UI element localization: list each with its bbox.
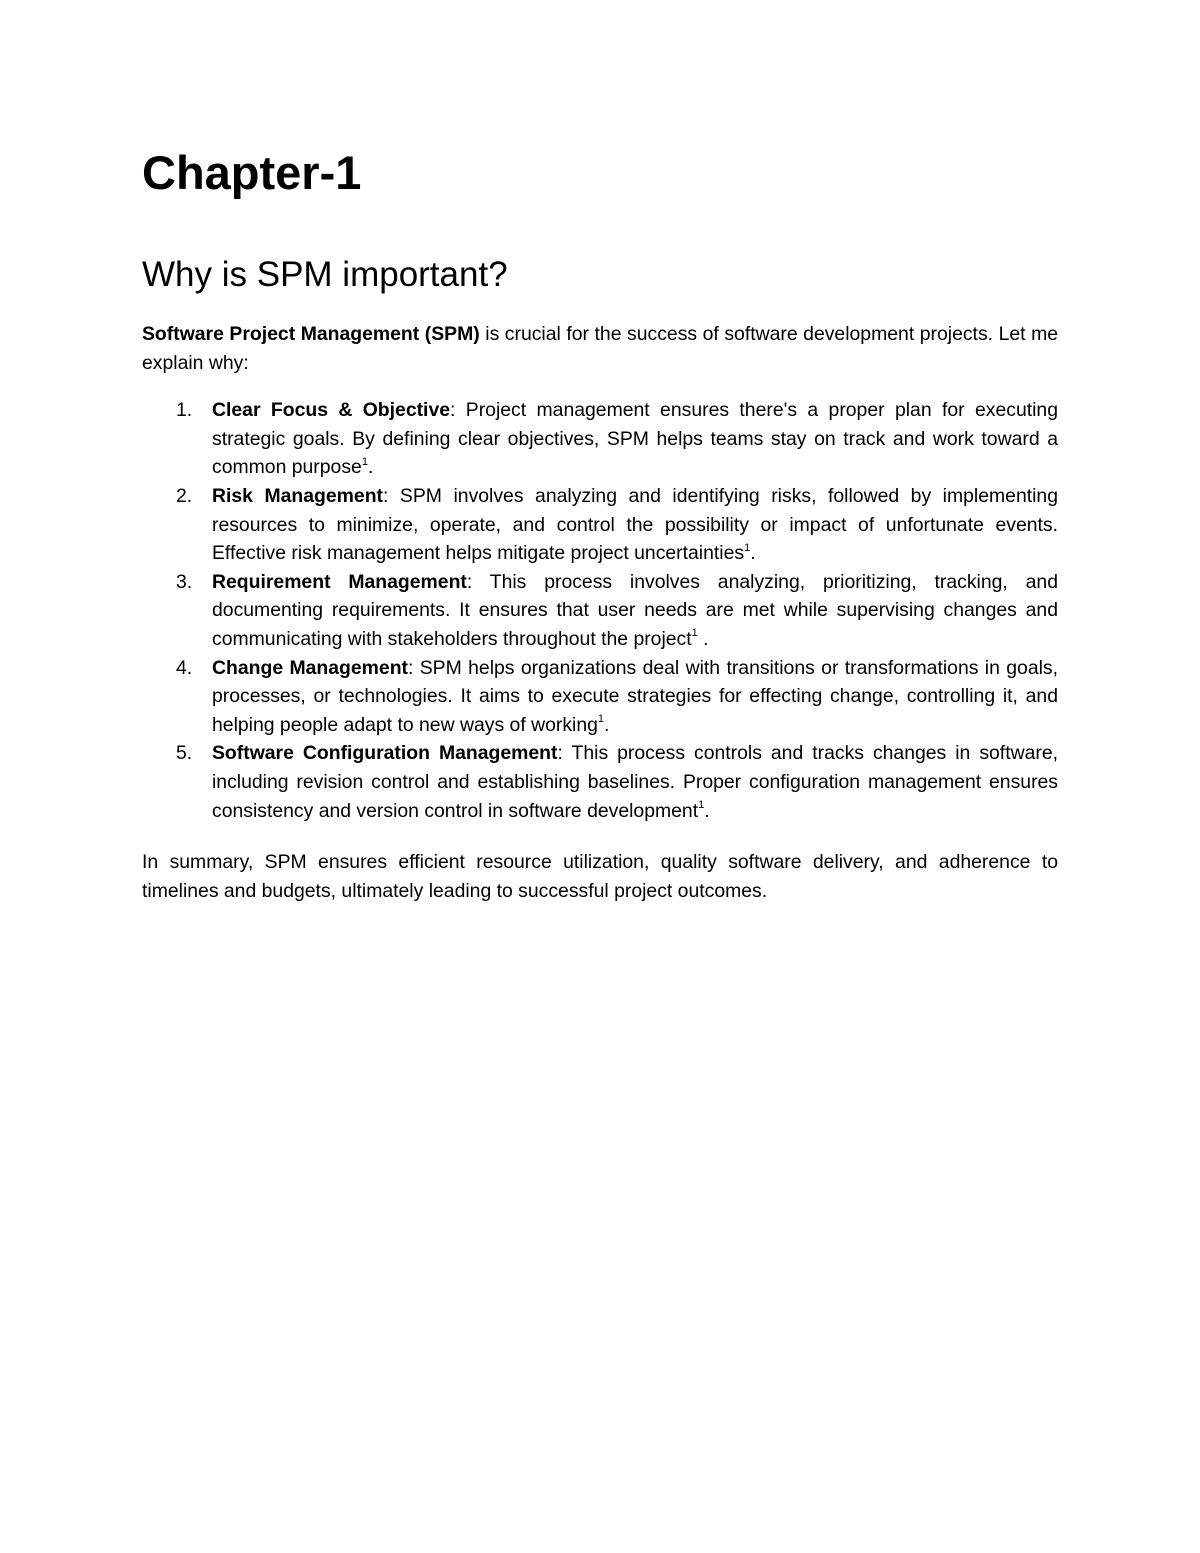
- list-item-end: .: [704, 799, 710, 822]
- list-item-end: .: [367, 456, 374, 479]
- list-item-term: Clear Focus & Objective: [212, 399, 451, 422]
- list-item-number: 5.: [176, 742, 193, 765]
- list-item-number: 2.: [176, 484, 193, 507]
- list-item-term: Change Management: [212, 656, 408, 679]
- list-item-text: : SPM helps organizations deal with transitions or transformations in goals, processes, or technologies. It aims to execute strategies for effecting change, controlling it, and helping people adapt to new ways of working: [212, 656, 1058, 736]
- list-item-number: 4.: [176, 656, 193, 679]
- list-item-end: .: [697, 627, 709, 650]
- reasons-list: [142, 396, 1058, 825]
- list-item-term: Requirement Management: [212, 570, 467, 593]
- summary-paragraph: In summary, SPM ensures efficient resource utilization, quality software delivery, and adherence to timelines and budgets, ultimately leading to successful project outcomes.: [142, 851, 1058, 902]
- footnote-marker[interactable]: 1: [361, 455, 368, 468]
- list-item-number: 1.: [176, 399, 193, 422]
- list-item: [142, 654, 1058, 740]
- list-item: [142, 568, 1058, 654]
- intro-bold-term: Software Project Management (SPM): [142, 323, 480, 345]
- list-item-text: : This process controls and tracks changes in software, including revision control and establishing baselines. Proper configuration management ensures consistency and version control in software development: [212, 742, 1058, 822]
- section-heading: Why is SPM important?: [142, 255, 508, 294]
- list-item-text: : SPM involves analyzing and identifying risks, followed by implementing resources to minimize, operate, and control the possibility or impact of unfortunate events. Effective risk management helps mitigate project uncertainties: [212, 484, 1058, 565]
- list-item-number: 3.: [176, 570, 193, 593]
- list-item: [142, 396, 1058, 482]
- footnote-marker[interactable]: 1: [597, 713, 605, 726]
- intro-text: is crucial for the success of software development projects. Let me explain why:: [142, 323, 1059, 374]
- list-item-term: Risk Management: [212, 484, 384, 507]
- footnote-marker[interactable]: 1: [698, 799, 705, 812]
- list-item: [142, 482, 1058, 568]
- list-item-term: Software Configuration Management: [212, 742, 558, 765]
- list-item: [142, 739, 1058, 825]
- chapter-title: Chapter-1: [142, 146, 362, 199]
- list-item-text: : This process involves analyzing, prioritizing, tracking, and documenting requirements. It ensures that user needs are met while supervising changes and communicating with stakeholders throughout the project: [212, 570, 1058, 650]
- intro-paragraph: [142, 320, 1058, 377]
- document-page: [142, 140, 1058, 905]
- list-item-end: .: [604, 713, 610, 736]
- footnote-marker[interactable]: 1: [691, 627, 698, 640]
- footnote-marker[interactable]: 1: [744, 541, 751, 554]
- list-item-text: : Project management ensures there's a proper plan for executing strategic goals. By defining clear objectives, SPM helps teams stay on track and work toward a common purpose: [212, 399, 1058, 479]
- list-item-end: .: [750, 542, 756, 565]
